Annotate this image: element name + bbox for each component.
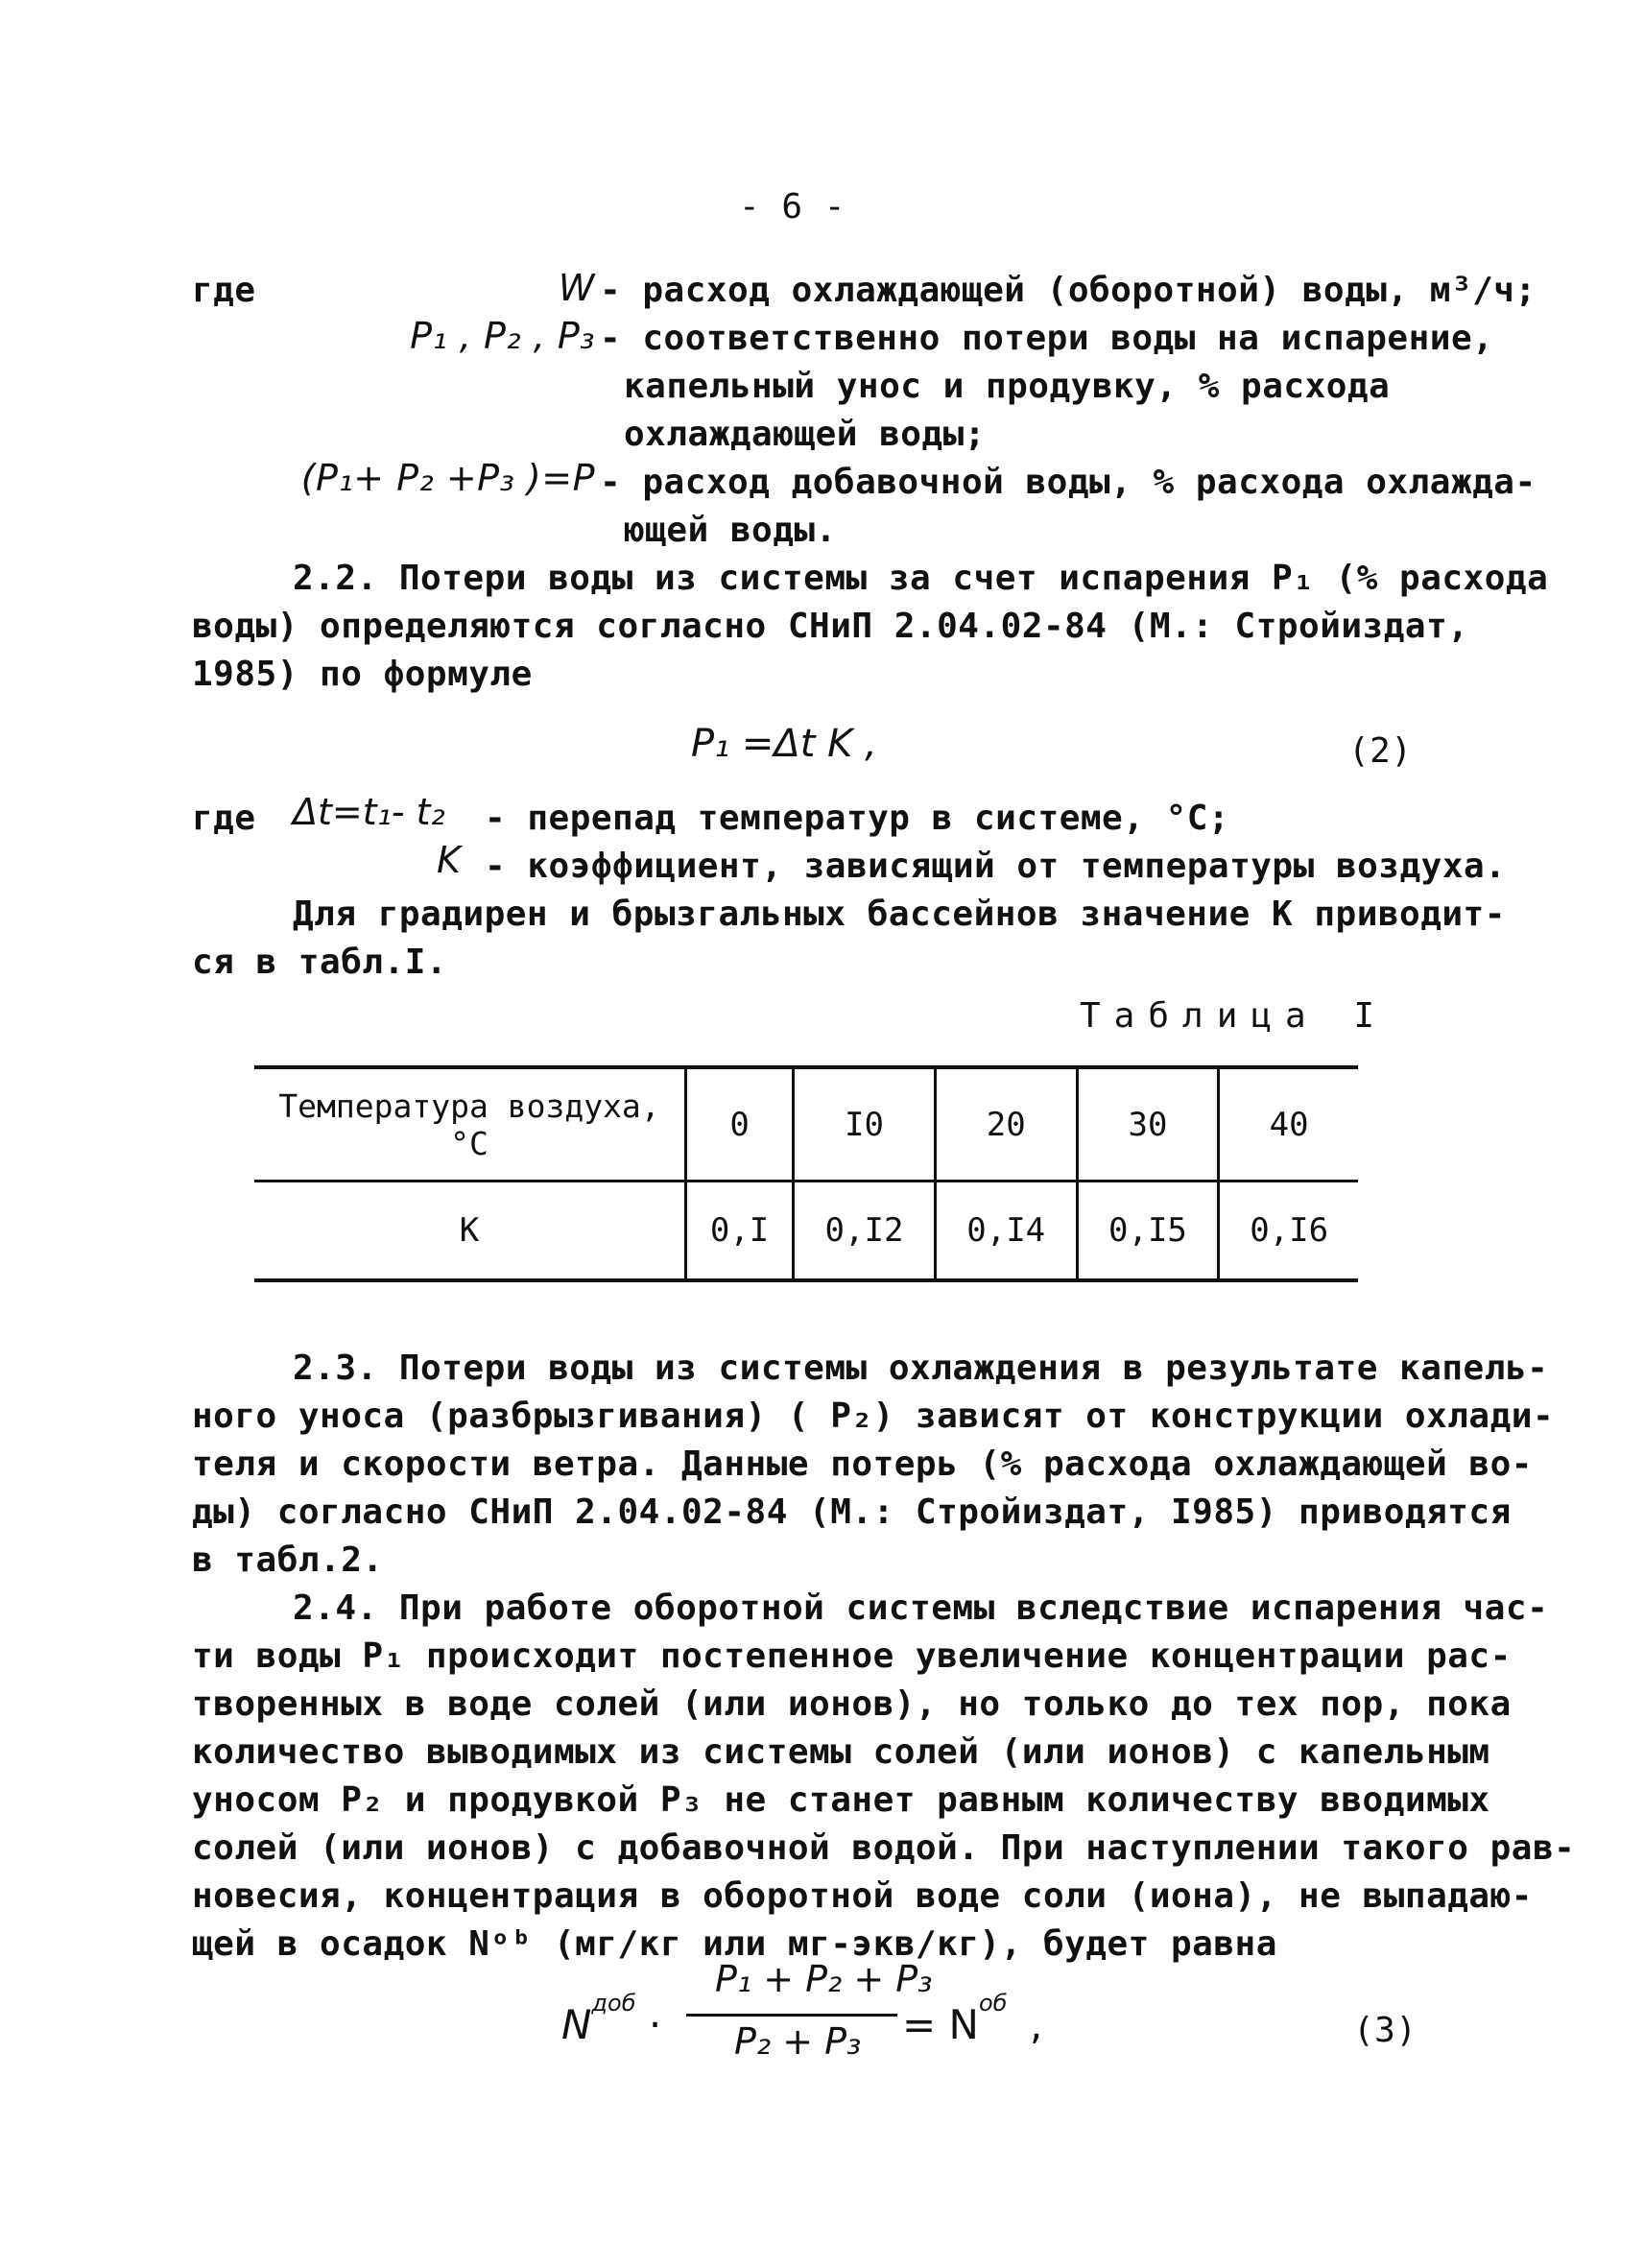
formula-3-rhs <box>902 1990 1043 2048</box>
table-cell: 0 <box>686 1067 794 1182</box>
delta-t-symbol: Δt=t₁- t₂ <box>293 791 445 833</box>
formula-2-number: (2) <box>1348 731 1413 771</box>
definition-symbol: W <box>558 267 595 309</box>
formula-3-lhs: $N^{доб}$ · <box>561 1990 662 2048</box>
definition-text: капельный унос и продувку, % расхода <box>624 367 1391 406</box>
table-title: Таблица I <box>1080 996 1389 1036</box>
paragraph-line: 2.2. Потери воды из системы за счет испарения P₁ (% расхода <box>293 559 1549 598</box>
paragraph-line: теля и скорости ветра. Данные потерь (% расхода охлаждающей во- <box>192 1444 1533 1484</box>
table-row <box>254 1067 1358 1182</box>
formula-2: P₁ =Δt K , <box>691 722 877 766</box>
k-coefficient-table <box>254 1065 1358 1282</box>
paragraph-line: ного уноса (разбрызгивания) ( P₂) зависят от конструкции охлади- <box>192 1397 1555 1436</box>
definition-text: - расход добавочной воды, % расхода охлажда- <box>600 463 1537 502</box>
definition-text: - расход охлаждающей (оборотной) воды, м³/ч; <box>600 271 1537 310</box>
paragraph-line: солей (или ионов) с добавочной водой. При наступлении такого рав- <box>192 1828 1576 1868</box>
paragraph-line: ти воды P₁ происходит постепенное увеличение концентрации рас- <box>192 1636 1512 1676</box>
table-cell: 0,I2 <box>794 1182 936 1281</box>
k-symbol: K <box>437 839 461 881</box>
formula-3-trail: , <box>1029 2001 1043 2048</box>
table-cell: 20 <box>935 1067 1077 1182</box>
paragraph-line: творенных в воде солей (или ионов), но только до тех пор, пока <box>192 1684 1512 1724</box>
where-label: где <box>192 271 256 310</box>
table-cell: I0 <box>794 1067 936 1182</box>
definition-text: - соответственно потери воды на испарение, <box>600 319 1494 358</box>
definition-text: - коэффициент, зависящий от температуры воздуха. <box>485 847 1507 886</box>
formula-3-numerator: P₁ + P₂ + P₃ <box>715 1958 933 2000</box>
definition-text: ющей воды. <box>624 511 837 550</box>
table-row-label: К <box>254 1182 686 1281</box>
table-cell: 0,I4 <box>935 1182 1077 1281</box>
paragraph-line: 1985) по формуле <box>192 655 533 694</box>
paragraph-line: количество выводимых из системы солей (или ионов) с капельным <box>192 1732 1490 1772</box>
paragraph-line: 2.3. Потери воды из системы охлаждения в результате капель- <box>293 1349 1549 1388</box>
formula-3-rhs-eq: = N <box>902 2001 979 2048</box>
header-unit: °C <box>450 1124 488 1162</box>
definition-symbol: P₁ , P₂ , P₃ <box>410 315 595 357</box>
definition-text: - перепад температур в системе, °C; <box>485 799 1230 838</box>
paragraph-line: 2.4. При работе оборотной системы вследствие испарения час- <box>293 1588 1549 1628</box>
paragraph-line: ды) согласно СНиП 2.04.02-84 (М.: Стройиздат, I985) приводятся <box>192 1492 1512 1532</box>
paragraph-line: уносом P₂ и продувкой P₃ не станет равным количеству вводимых <box>192 1780 1490 1820</box>
fraction-line <box>686 2014 897 2017</box>
paragraph-line: воды) определяются согласно СНиП 2.04.02-84 (М.: Стройиздат, <box>192 607 1469 646</box>
paragraph-line: в табл.2. <box>192 1540 384 1580</box>
formula-3-lhs-sup: доб <box>591 1990 636 2017</box>
where-label: где <box>192 799 256 838</box>
table-cell: 0,I <box>686 1182 794 1281</box>
paragraph-line: ся в табл.I. <box>192 943 448 982</box>
table-cell: 0,I5 <box>1077 1182 1219 1281</box>
formula-3-lhs-symbol: N <box>561 2001 592 2048</box>
header-label: Температура воздуха, <box>278 1086 660 1125</box>
formula-3-denominator: P₂ + P₃ <box>734 2020 862 2063</box>
paragraph-line: новесия, концентрация в оборотной воде соли (иона), не выпадаю- <box>192 1876 1533 1916</box>
table-row <box>254 1182 1358 1281</box>
formula-3-rhs-sup: об <box>978 1990 1008 2017</box>
table-cell: 40 <box>1219 1067 1358 1182</box>
table-header-cell <box>254 1067 686 1182</box>
table-cell: 30 <box>1077 1067 1219 1182</box>
paragraph-line: Для градирен и брызгальных бассейнов значение K приводит- <box>293 895 1506 934</box>
formula-3-number: (3) <box>1353 2011 1418 2050</box>
table-cell: 0,I6 <box>1219 1182 1358 1281</box>
page-number: - 6 - <box>739 187 846 227</box>
definition-text: охлаждающей воды; <box>624 415 986 454</box>
definition-symbol: (P₁+ P₂ +P₃ )=P <box>300 457 595 499</box>
paragraph-line: щей в осадок Nᵒᵇ (мг/кг или мг-экв/кг), будет равна <box>192 1924 1277 1964</box>
